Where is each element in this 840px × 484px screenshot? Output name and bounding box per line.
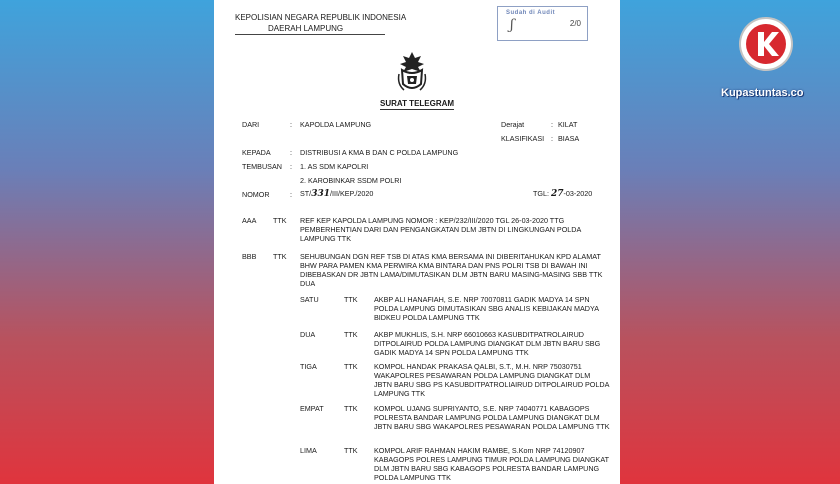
aaa-label: AAA — [242, 216, 257, 225]
item-4-ttk: TTK — [344, 404, 358, 413]
tgl-label: TGL: — [533, 189, 549, 198]
stamp-label: Sudah di Audit — [506, 10, 556, 16]
header-institution: KEPOLISIAN NEGARA REPUBLIK INDONESIA — [235, 13, 407, 22]
document-title: SURAT TELEGRAM — [380, 99, 455, 108]
title-underline — [380, 109, 454, 110]
bbb-label: BBB — [242, 252, 257, 261]
item-1-text: AKBP ALI HANAFIAH, S.E. NRP 70070811 GADIK MADYA 14 SPN POLDA LAMPUNG DIMUTASIKAN SBG ANALIS KEBIJAKAN MADYA BIDKEU POLDA LAMPUNG TTK — [374, 295, 599, 322]
signature-icon: ʃ — [510, 17, 514, 33]
dari-label: DARI — [242, 120, 260, 129]
item-1-ttk: TTK — [344, 295, 358, 304]
tgl-suffix: -03-2020 — [563, 189, 593, 198]
tembusan-colon: : — [290, 162, 292, 171]
klasifikasi-label: KLASIFIKASI — [501, 134, 545, 143]
stamp-date: 2/0 — [569, 19, 581, 28]
item-5-ttk: TTK — [344, 446, 358, 455]
klasifikasi-colon: : — [551, 134, 553, 143]
nomor-handwritten: 331 — [311, 189, 330, 199]
nomor-colon: : — [290, 190, 292, 199]
item-5-text: KOMPOL ARIF RAHMAN HAKIM RAMBE, S.Kom NRP 74120907 KABAGOPS POLRES LAMPUNG TIMUR POLDA LAMPUNG DIANGKAT DLM JBTN BARU SBG KABAGOPS POLRESTA BANDAR LAMPUNG POLDA LAMPUNG TTK — [374, 446, 609, 482]
kepada-value: DISTRIBUSI A KMA B DAN C POLDA LAMPUNG — [300, 148, 459, 157]
item-3-text: KOMPOL HANDAK PRAKASA QALBI, S.T., M.H. NRP 75030751 WAKAPOLRES PESAWARAN POLDA LAMPUNG DIANGKAT DLM JBTN BARU SBG PS KASUBDITPATROLIAIRUD DITPOLAIRUD POLDA LAMPUNG TTK — [374, 362, 609, 398]
tembusan-item-2: 2. KAROBINKAR SSDM POLRI — [300, 176, 402, 185]
item-5-label: LIMA — [300, 446, 317, 455]
nomor-value — [300, 189, 373, 199]
bbb-ttk: TTK — [273, 252, 287, 261]
aaa-text: REF KEP KAPOLDA LAMPUNG NOMOR : KEP/232/III/2020 TGL 26-03-2020 TTG PEMBERHENTIAN DARI DAN PENGANGKATAN DLM JBTN DI LINGKUNGAN POLDA LAMPUNG TTK — [300, 216, 581, 243]
site-logo[interactable] — [741, 19, 791, 69]
tgl-handwritten: 27 — [550, 189, 564, 199]
item-2-ttk: TTK — [344, 330, 358, 339]
derajat-value: KILAT — [558, 120, 578, 129]
telegram-document — [214, 0, 620, 484]
derajat-label: Derajat — [501, 120, 525, 129]
kepada-colon: : — [290, 148, 292, 157]
item-3-label: TIGA — [300, 362, 317, 371]
nomor-suffix: /III/KEP./2020 — [329, 189, 374, 198]
item-2-label: DUA — [300, 330, 316, 339]
bbb-text: SEHUBUNGAN DGN REF TSB DI ATAS KMA BERSAMA INI DIBERITAHUKAN KPD ALAMAT BHW PARA PAMEN KMA PERWIRA KMA BINTARA DAN PNS POLRI TSB DI BAWAH INI DIBEBASKAN DR JBTN LAMA/DIMUTASIKAN DLM JBTN BARU MASING-MASING SBB TTK DUA — [300, 252, 603, 288]
header-region: DAERAH LAMPUNG — [268, 24, 344, 33]
k-logo-icon — [746, 24, 786, 64]
audit-stamp — [497, 6, 588, 41]
item-3-ttk: TTK — [344, 362, 358, 371]
header-underline — [235, 34, 385, 35]
kepada-label: KEPADA — [242, 148, 271, 157]
site-name[interactable]: Kupastuntas.co — [721, 87, 804, 99]
dari-colon: : — [290, 120, 292, 129]
tembusan-item-1: 1. AS SDM KAPOLRI — [300, 162, 369, 171]
item-1-label: SATU — [300, 295, 319, 304]
item-4-label: EMPAT — [300, 404, 324, 413]
nomor-label: NOMOR — [242, 190, 270, 199]
aaa-ttk: TTK — [273, 216, 287, 225]
nomor-prefix: ST/ — [300, 189, 312, 198]
dari-value: KAPOLDA LAMPUNG — [300, 120, 372, 129]
item-4-text: KOMPOL UJANG SUPRIYANTO, S.E. NRP 74040771 KABAGOPS POLRESTA BANDAR LAMPUNG POLDA LAMPUNG DIANGKAT DLM JBTN BARU SBG WAKAPOLRES PESAWARAN POLDA LAMPUNG TTK — [374, 404, 610, 431]
police-emblem-icon — [394, 50, 430, 94]
tgl-value — [533, 189, 592, 199]
tembusan-label: TEMBUSAN — [242, 162, 282, 171]
item-2-text: AKBP MUKHLIS, S.H. NRP 66010663 KASUBDITPATROLAIRUD DITPOLAIRUD POLDA LAMPUNG DIANGKAT DLM JBTN BARU SBG GADIK MADYA 14 SPN POLDA LAMPUNG TTK — [374, 330, 601, 357]
klasifikasi-value: BIASA — [558, 134, 580, 143]
derajat-colon: : — [551, 120, 553, 129]
